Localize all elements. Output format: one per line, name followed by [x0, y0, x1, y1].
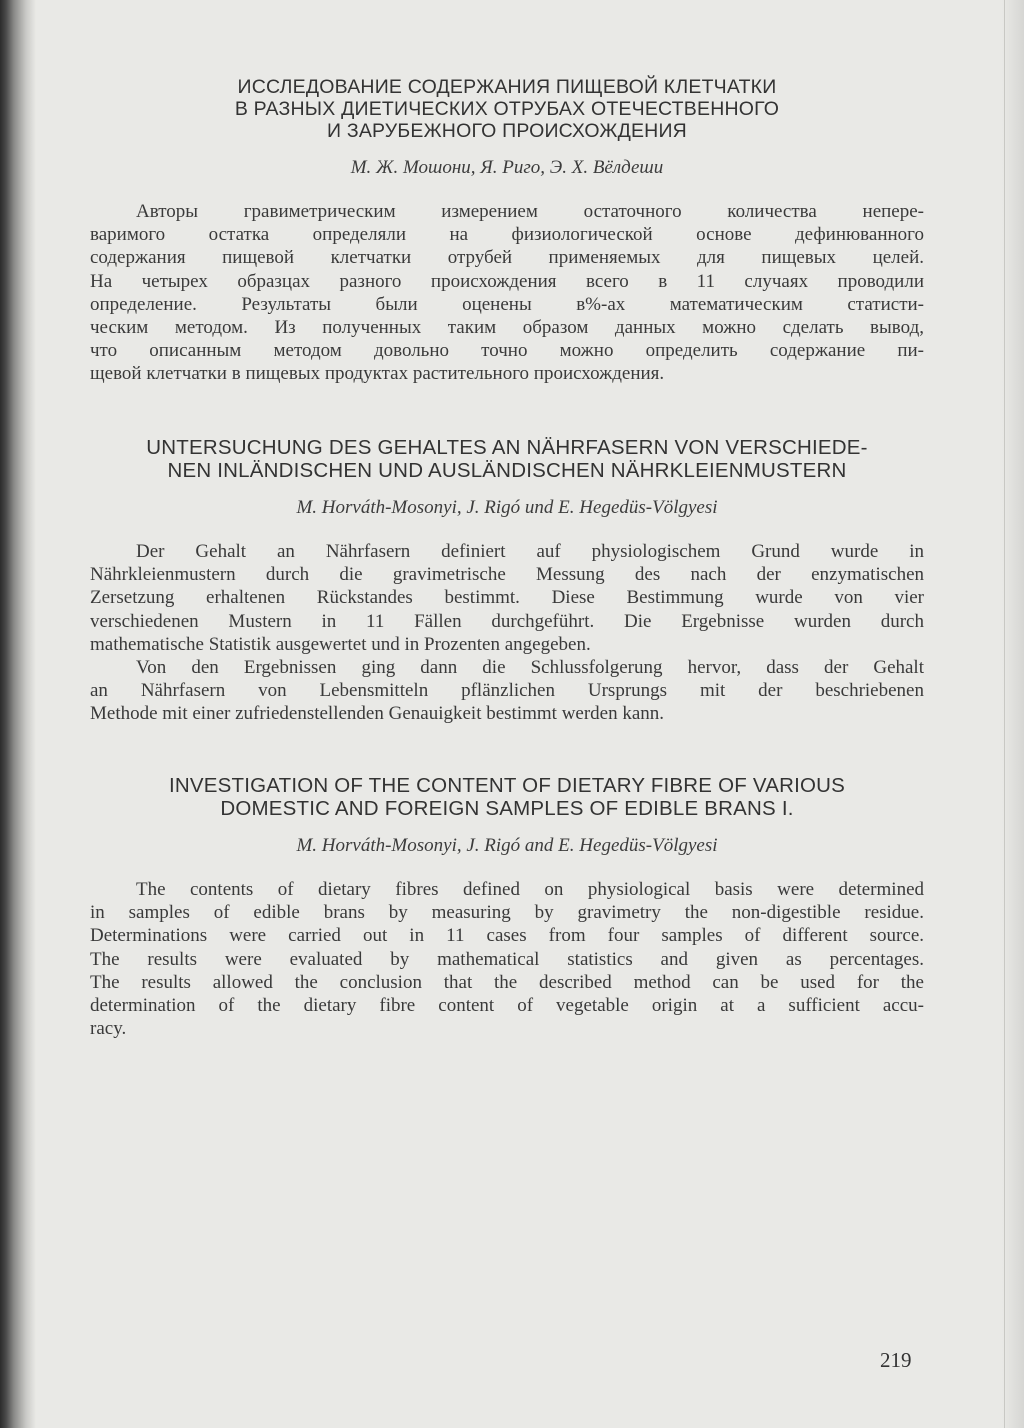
- title-line: INVESTIGATION OF THE CONTENT OF DIETARY FIBRE OF VARIOUS: [168, 774, 845, 797]
- title-line: И ЗАРУБЕЖНОГО ПРОИСХОЖДЕНИЯ: [327, 120, 687, 142]
- abstract-line: Der Gehalt an Nährfasern definiert auf physiologischem Grund wurde in: [136, 541, 924, 562]
- abstract-line: На четырех образцах разного происхождения всего в 11 случаях проводили: [90, 270, 924, 292]
- section-title-russian: [90, 76, 924, 142]
- title-line: UNTERSUCHUNG DES GEHALTES AN NÄHRFASERN VON VERSCHIEDE-: [146, 436, 868, 459]
- abstract-section-russian: [90, 76, 924, 386]
- abstract-line: Zersetzung erhaltenen Rückstandes bestimmt. Diese Bestimmung wurde von vier: [90, 587, 924, 609]
- abstract-line: определение. Результаты были оценены в%-ах математическим статисти-: [90, 293, 924, 315]
- title-line: DOMESTIC AND FOREIGN SAMPLES OF EDIBLE BRANS I.: [220, 797, 794, 820]
- authors-russian: М. Ж. Мошони, Я. Риго, Э. Х. Вёлдеши: [350, 157, 664, 178]
- abstract-line: Авторы гравиметрическим измерением остаточного количества непере-: [136, 201, 924, 222]
- authors-english: M. Horváth-Mosonyi, J. Rigó and E. Hegedüs-Völgyesi: [296, 835, 718, 856]
- abstract-line: The results allowed the conclusion that the described method can be used for the: [90, 971, 924, 993]
- abstract-text-english: [90, 878, 924, 1040]
- abstract-line: in samples of edible brans by measuring by gravimetry the non-digestible residue.: [90, 902, 924, 924]
- title-line: NEN INLÄNDISCHEN UND AUSLÄNDISCHEN NÄHRKLEIENMUSTERN: [167, 459, 847, 482]
- abstract-line: an Nährfasern von Lebensmitteln pflänzlichen Ursprungs mit der beschriebenen: [90, 680, 924, 702]
- abstract-line: determination of the dietary fibre content of vegetable origin at a sufficient accu-: [90, 995, 924, 1017]
- abstract-line: содержания пищевой клетчатки отрубей применяемых для пищевых целей.: [90, 247, 924, 269]
- section-title-german: [90, 436, 924, 482]
- abstract-text-russian: [90, 200, 924, 386]
- scan-binding-shadow: [0, 0, 36, 1428]
- abstract-section-english: [90, 774, 924, 1040]
- abstract-line: что описанным методом довольно точно можно определить содержание пи-: [90, 340, 924, 362]
- authors-german: M. Horváth-Mosonyi, J. Rigó und E. Hegedüs-Völgyesi: [296, 497, 718, 518]
- abstract-line: Methode mit einer zufriedenstellenden Genauigkeit bestimmt werden kann.: [90, 703, 665, 725]
- abstract-line: ческим методом. Из полученных таким образом данных можно сделать вывод,: [90, 317, 924, 339]
- page-edge-line: [1004, 0, 1005, 1428]
- abstract-line: The contents of dietary fibres defined on physiological basis were determined: [136, 879, 924, 900]
- page-number: 219: [880, 1348, 912, 1372]
- title-line: ИССЛЕДОВАНИЕ СОДЕРЖАНИЯ ПИЩЕВОЙ КЛЕТЧАТКИ: [237, 76, 777, 98]
- abstract-line: The results were evaluated by mathematical statistics and given as percentages.: [90, 948, 924, 970]
- abstract-line: Von den Ergebnissen ging dann die Schlussfolgerung hervor, dass der Gehalt: [136, 657, 924, 679]
- abstract-line: Nährkleienmustern durch die gravimetrische Messung des nach der enzymatischen: [90, 564, 924, 586]
- abstract-line: щевой клетчатки в пищевых продуктах растительного происхождения.: [90, 363, 665, 385]
- section-title-english: [90, 774, 924, 820]
- abstract-line: mathematische Statistik ausgewertet und in Prozenten angegeben.: [90, 633, 591, 655]
- abstract-line: Determinations were carried out in 11 cases from four samples of different source.: [90, 925, 924, 947]
- abstract-text-german: [90, 540, 924, 726]
- abstract-line: verschiedenen Mustern in 11 Fällen durchgeführt. Die Ergebnisse wurden durch: [90, 610, 924, 632]
- abstract-section-german: [90, 436, 924, 726]
- abstract-line: варимого остатка определяли на физиологической основе дефинюванного: [90, 224, 924, 246]
- scan-right-margin: [1002, 0, 1024, 1428]
- abstract-line: racy.: [90, 1018, 127, 1040]
- title-line: В РАЗНЫХ ДИЕТИЧЕСКИХ ОТРУБАХ ОТЕЧЕСТВЕННОГО: [234, 98, 780, 120]
